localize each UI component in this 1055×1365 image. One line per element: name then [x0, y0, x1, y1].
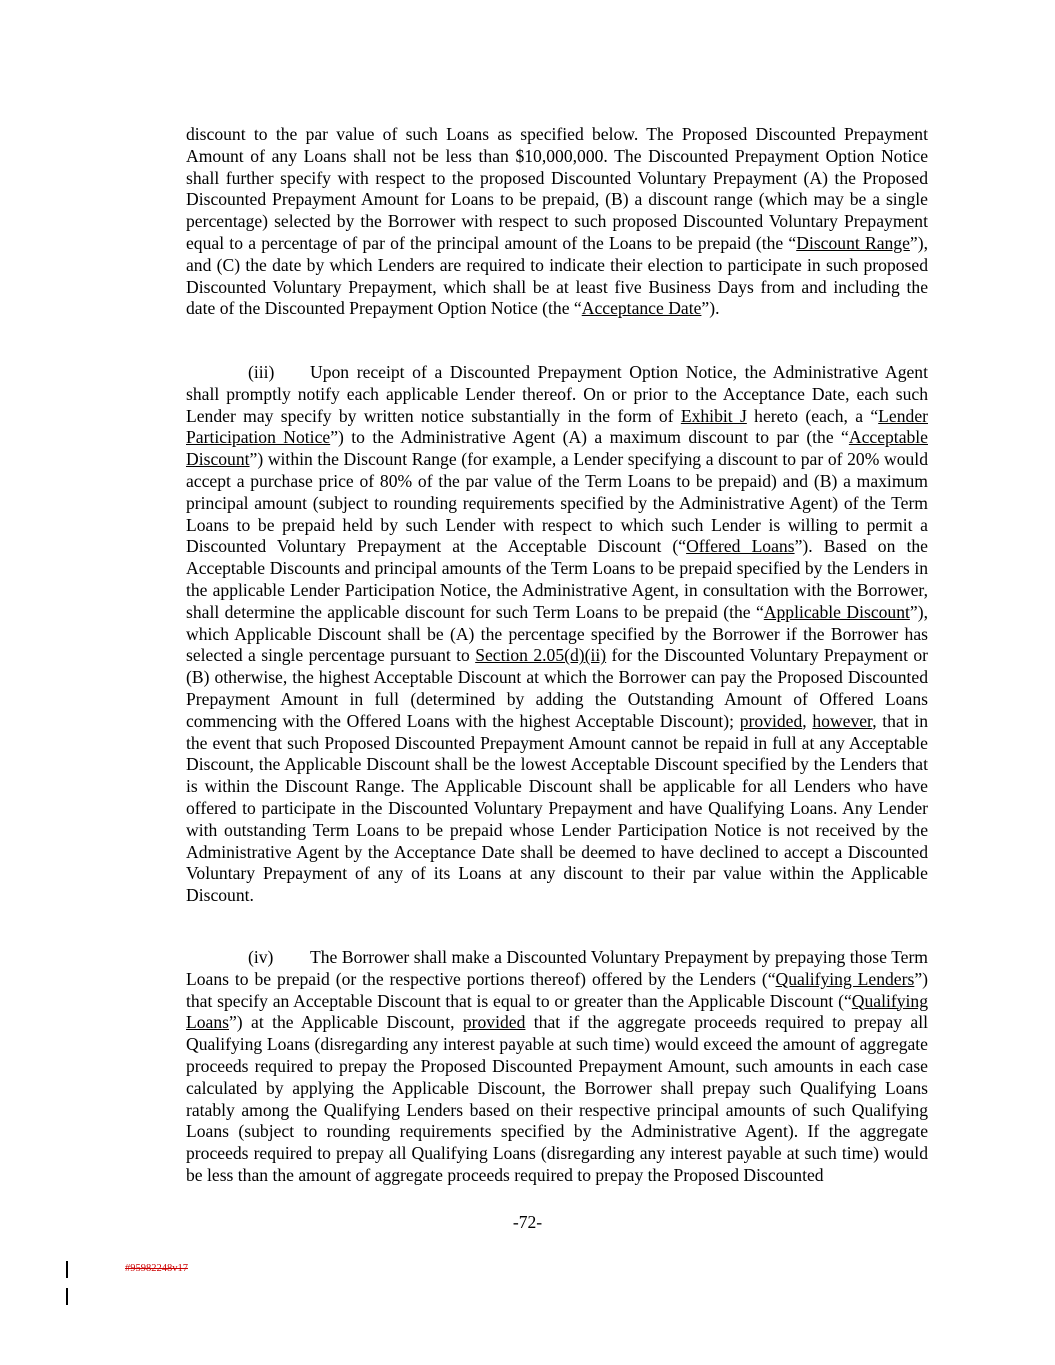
defined-term-qualifying-lenders: Qualifying Lenders [775, 968, 915, 989]
clause-number: (iv) [248, 947, 274, 967]
text-run: discount to the par value of such Loans as specified below. The Proposed Discounted Prepayment Amount of any Loans shall not be less than $10,000,000. The Discounted Prepayment Option Notice shall further specify with respect to the proposed Discounted Voluntary Prepayment (A) the Proposed Discounted Prepayment Amount for Loans to be prepaid, (B) a discount range (which may be a single percentage) selected by the Borrower with respect to such proposed Discounted Voluntary Prepayment equal to a percentage of par of the principal amount of the Loans to be prepaid (the “ [186, 124, 928, 253]
text-run: ”), which Applicable Discount shall be (A) the percentage specified by the Borrower if the Borrower has selected a single percentage pursuant to [186, 601, 928, 666]
text-run: ”) that specify an Acceptable Discount that is equal to or greater than the Applicable Discount (“ [186, 968, 928, 1011]
text-run: hereto (each, a “ [746, 405, 879, 426]
text-run: , that in the event that such Proposed Discounted Prepayment Amount cannot be repaid in full at any Acceptable Discount, the Applicable Discount shall be the lowest Acceptable Discount specified by the Lenders that is within the Discount Range. The Applicable Discount shall be applicable for all Lenders who have offered to participate in the Discounted Voluntary Prepayment and have Qualifying Loans. Any Lender with outstanding Term Loans to be prepaid whose Lender Participation Notice is not received by the Administrative Agent by the Acceptance Date shall be deemed to have declined to accept a Discounted Voluntary Prepayment of any of its Loans at any discount to their par value within the Applicable Discount. [186, 710, 929, 906]
change-bar [66, 1288, 68, 1305]
text-run: that if the aggregate proceeds required to prepay all Qualifying Loans (disregarding any interest payable at such time) would exceed the amount of aggregate proceeds required to prepay the Proposed Discounted Prepayment Amount, such amounts in each case calculated by applying the Applicable Discount, the Borrower shall prepay such Qualifying Loans ratably among the Qualifying Lenders based on their respective principal amounts of such Qualifying Loans (subject to rounding requirements specified by the Administrative Agent). If the aggregate proceeds required to prepay all Qualifying Loans (disregarding any interest payable at such time) would be less than the amount of aggregate proceeds required to prepay the Proposed Discounted [186, 1012, 929, 1185]
defined-term-lender-participation-notice: Lender Participation Notice [186, 405, 928, 448]
clause-number: (iii) [248, 362, 275, 382]
defined-term-discount-range: Discount Range [796, 232, 910, 253]
defined-term-offered-loans: Offered Loans [686, 536, 795, 557]
text-run: ”). [701, 298, 720, 319]
document-id: #95982248v17 [125, 1263, 188, 1274]
term-provided: provided [739, 710, 803, 731]
text-run: ”) within the Discount Range (for example, a Lender specifying a discount to par of 20% would accept a purchase price of 80% of the par value of the Term Loans to be prepaid) and (B) a maximum principal amount (subject to rounding requirements specified by the Administrative Agent) of the Term Loans to be prepaid held by such Lender with respect to which such Lender is willing to permit a Discounted Voluntary Prepayment at the Acceptable Discount (“ [186, 449, 928, 557]
term-however: however [812, 710, 873, 731]
text-run: ”) to the Administrative Agent (A) a maximum discount to par (the “ [330, 427, 849, 448]
text-run: , [802, 710, 813, 731]
defined-term-qualifying-loans: Qualifying Loans [186, 990, 928, 1033]
paragraph-iv [186, 947, 928, 1187]
change-bar [66, 1261, 68, 1278]
paragraph-discount-range [186, 124, 928, 320]
text-run: Upon receipt of a Discounted Prepayment Option Notice, the Administrative Agent shall promptly notify each applicable Lender thereof. On or prior to the Acceptance Date, each such Lender may specify by written notice substantially in the form of [186, 362, 928, 426]
page-number: -72- [512, 1212, 543, 1232]
text-run: for the Discounted Voluntary Prepayment or (B) otherwise, the highest Acceptable Discount at which the Borrower can pay the Proposed Discounted Prepayment Amount in full (determined by adding the Outstanding Amount of Offered Loans commencing with the Offered Loans with the highest Acceptable Discount); [186, 645, 928, 731]
reference-section-2-05-d-ii: Section 2.05(d)(ii) [475, 645, 607, 666]
defined-term-acceptance-date: Acceptance Date [581, 298, 702, 319]
text-run: The Borrower shall make a Discounted Voluntary Prepayment by prepaying those Term Loans to be prepaid (or the respective portions thereof) offered by the Lenders (“ [186, 947, 928, 989]
paragraph-iii [186, 362, 928, 907]
defined-term-acceptable-discount: Acceptable Discount [186, 427, 928, 470]
reference-exhibit-j: Exhibit J [680, 405, 747, 426]
text-run: ”). Based on the Acceptable Discounts and principal amounts of the Term Loans to be prepaid specified by the Lenders in the applicable Lender Participation Notice, the Administrative Agent, in consultation with the Borrower, shall determine the applicable discount for such Term Loans to be prepaid (the “ [186, 536, 928, 622]
term-provided: provided [462, 1012, 526, 1033]
text-run: ”) at the Applicable Discount, [229, 1012, 463, 1033]
defined-term-applicable-discount: Applicable Discount [763, 601, 910, 622]
text-run: ”), and (C) the date by which Lenders are required to indicate their election to participate in such proposed Discounted Voluntary Prepayment, which shall be at least five Business Days from and including the date of the Discounted Prepayment Option Notice (the “ [186, 232, 928, 319]
